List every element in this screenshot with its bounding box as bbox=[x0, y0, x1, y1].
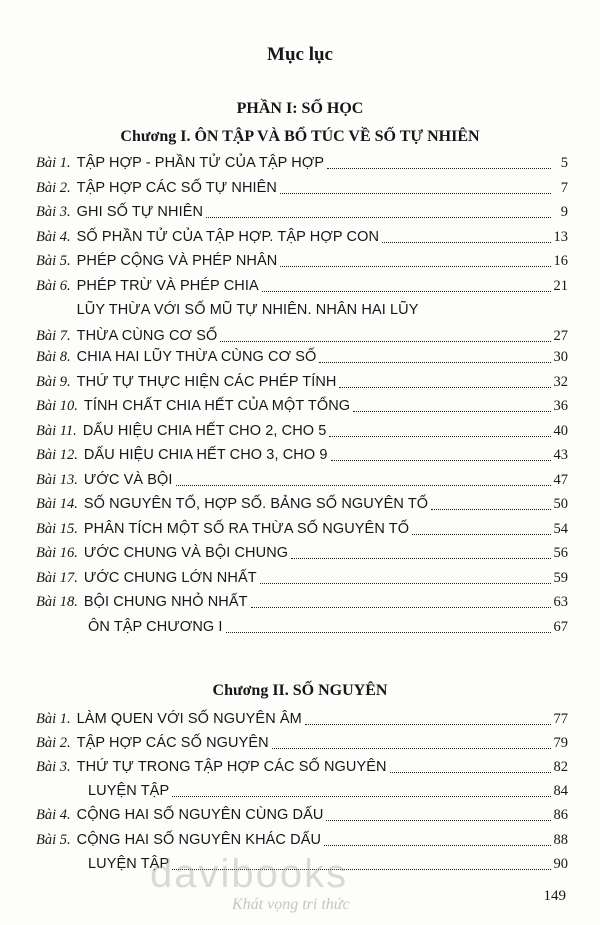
lesson-title: TẬP HỢP CÁC SỐ TỰ NHIÊN bbox=[76, 179, 277, 196]
lesson-number: Bài 3. bbox=[36, 204, 71, 220]
lesson-title: SỐ PHẦN TỬ CỦA TẬP HỢP. TẬP HỢP CON bbox=[76, 228, 380, 245]
page-ref: 32 bbox=[553, 373, 568, 390]
dot-leader bbox=[280, 266, 550, 267]
lesson-title: LUYỆN TẬP bbox=[88, 783, 170, 800]
lesson-number: Bài 6. bbox=[36, 277, 71, 294]
lesson-number: Bài 12. bbox=[36, 447, 78, 463]
page-ref: 63 bbox=[553, 594, 568, 610]
lesson-number: Bài 8. bbox=[36, 349, 71, 365]
lesson-number: Bài 4. bbox=[36, 228, 71, 245]
page-ref: 86 bbox=[553, 807, 568, 824]
page-ref: 88 bbox=[553, 831, 568, 848]
toc-entry bbox=[36, 778, 568, 804]
lesson-number: Bài 5. bbox=[36, 253, 71, 269]
dot-leader bbox=[353, 411, 550, 412]
lesson-title: TẬP HỢP CÁC SỐ NGUYÊN bbox=[76, 735, 269, 752]
lesson-number: Bài 1. bbox=[36, 711, 71, 727]
page-ref: 84 bbox=[553, 783, 568, 800]
page-ref: 50 bbox=[553, 496, 568, 512]
toc-entry bbox=[36, 516, 568, 542]
lesson-number: Bài 1. bbox=[36, 155, 71, 171]
toc-entry bbox=[36, 199, 568, 225]
chapter-1-heading: Chương I. ÔN TẬP VÀ BỔ TÚC VỀ SỐ TỰ NHIÊN bbox=[120, 128, 480, 145]
lesson-title: PHÂN TÍCH MỘT SỐ RA THỪA SỐ NGUYÊN TỐ bbox=[83, 520, 410, 537]
lesson-number: Bài 3. bbox=[36, 759, 71, 776]
lesson-number: Bài 18. bbox=[36, 594, 78, 610]
toc-entry bbox=[36, 754, 568, 780]
dot-leader bbox=[220, 341, 550, 342]
lesson-number: Bài 11. bbox=[36, 422, 77, 439]
dot-leader bbox=[382, 242, 550, 243]
lesson-number: Bài 5. bbox=[36, 831, 71, 848]
lesson-number: Bài 13. bbox=[36, 471, 78, 488]
page-ref: 5 bbox=[560, 155, 568, 171]
lesson-title: CHIA HAI LŨY THỪA CÙNG CƠ SỐ bbox=[76, 349, 317, 365]
dot-leader bbox=[324, 845, 550, 846]
toc-entry bbox=[36, 344, 568, 370]
dot-leader bbox=[431, 509, 550, 510]
toc-entry bbox=[36, 273, 568, 299]
toc-entry bbox=[36, 491, 568, 517]
lesson-title: ÔN TẬP CHƯƠNG I bbox=[88, 618, 223, 635]
lesson-title: GHI SỐ TỰ NHIÊN bbox=[76, 204, 204, 220]
dot-leader bbox=[272, 748, 551, 749]
dot-leader bbox=[339, 387, 550, 388]
chapter-2-heading: Chương II. SỐ NGUYÊN bbox=[212, 682, 388, 699]
lesson-title: CỘNG HAI SỐ NGUYÊN KHÁC DẤU bbox=[76, 831, 322, 848]
dot-leader bbox=[206, 217, 551, 218]
toc-entry bbox=[36, 706, 568, 732]
page-ref: 54 bbox=[553, 520, 568, 537]
lesson-title: TÍNH CHẤT CHIA HẾT CỦA MỘT TỔNG bbox=[83, 398, 351, 414]
lesson-number: Bài 2. bbox=[36, 179, 71, 196]
lesson-title: LUYỆN TẬP bbox=[88, 855, 170, 872]
dot-leader bbox=[251, 607, 551, 608]
dot-leader bbox=[390, 772, 551, 773]
page-ref: 77 bbox=[553, 711, 568, 727]
page-ref: 30 bbox=[553, 349, 568, 365]
page-ref: 21 bbox=[553, 277, 568, 294]
toc-entry bbox=[36, 175, 568, 201]
page-ref: 47 bbox=[553, 471, 568, 488]
toc-entry bbox=[36, 418, 568, 444]
lesson-title: THỨ TỰ TRONG TẬP HỢP CÁC SỐ NGUYÊN bbox=[76, 759, 387, 776]
lesson-title: TẬP HỢP - PHẦN TỬ CỦA TẬP HỢP bbox=[76, 155, 325, 171]
page-ref: 7 bbox=[560, 179, 568, 196]
page-title: Mục lục bbox=[267, 44, 333, 65]
toc-entry bbox=[36, 614, 568, 640]
lesson-number: Bài 10. bbox=[36, 398, 78, 414]
page-ref: 13 bbox=[553, 228, 568, 245]
toc-entry bbox=[36, 730, 568, 756]
dot-leader bbox=[262, 291, 551, 292]
lesson-number: Bài 16. bbox=[36, 545, 78, 561]
lesson-title: CỘNG HAI SỐ NGUYÊN CÙNG DẤU bbox=[76, 807, 324, 824]
lesson-number: Bài 2. bbox=[36, 735, 71, 752]
lesson-number: Bài 7. bbox=[36, 328, 71, 344]
dot-leader bbox=[226, 632, 551, 633]
toc-entry bbox=[36, 150, 568, 176]
page-ref: 56 bbox=[553, 545, 568, 561]
lesson-title: THỨ TỰ THỰC HIỆN CÁC PHÉP TÍNH bbox=[76, 373, 337, 390]
toc-entry bbox=[36, 442, 568, 468]
lesson-number: Bài 17. bbox=[36, 569, 78, 586]
dot-leader bbox=[331, 460, 551, 461]
toc-entry bbox=[36, 589, 568, 615]
dot-leader bbox=[172, 796, 550, 797]
page-ref: 59 bbox=[553, 569, 568, 586]
lesson-title: ƯỚC CHUNG LỚN NHẤT bbox=[83, 569, 257, 586]
lesson-title: PHÉP CỘNG VÀ PHÉP NHÂN bbox=[76, 253, 278, 269]
lesson-number: Bài 14. bbox=[36, 496, 78, 512]
watermark-brand: davibooks bbox=[150, 852, 349, 896]
lesson-title: LŨY THỪA VỚI SỐ MŨ TỰ NHIÊN. NHÂN HAI LŨY bbox=[76, 302, 419, 318]
page-ref: 40 bbox=[553, 422, 568, 439]
dot-leader bbox=[327, 168, 551, 169]
toc-entry bbox=[36, 369, 568, 395]
toc-entry bbox=[36, 224, 568, 250]
lesson-title: BỘI CHUNG NHỎ NHẤT bbox=[83, 594, 248, 610]
toc-entry bbox=[36, 802, 568, 828]
dot-leader bbox=[326, 820, 550, 821]
dot-leader bbox=[329, 436, 550, 437]
lesson-title: LÀM QUEN VỚI SỐ NGUYÊN ÂM bbox=[76, 711, 302, 727]
toc-entry bbox=[36, 540, 568, 566]
lesson-title: SỐ NGUYÊN TỐ, HỢP SỐ. BẢNG SỐ NGUYÊN TỐ bbox=[83, 496, 429, 512]
watermark-tagline: Khát vọng tri thức bbox=[232, 896, 350, 913]
toc-entry bbox=[36, 393, 568, 419]
toc-entry bbox=[36, 827, 568, 853]
page-ref: 67 bbox=[553, 618, 568, 635]
dot-leader bbox=[305, 724, 551, 725]
lesson-title: DẤU HIỆU CHIA HẾT CHO 2, CHO 5 bbox=[82, 422, 327, 439]
lesson-title: PHÉP TRỪ VÀ PHÉP CHIA bbox=[76, 277, 259, 294]
page-ref: 9 bbox=[560, 204, 568, 220]
lesson-title: DẤU HIỆU CHIA HẾT CHO 3, CHO 9 bbox=[83, 447, 328, 463]
page-ref: 79 bbox=[553, 735, 568, 752]
page-ref: 36 bbox=[553, 398, 568, 414]
dot-leader bbox=[280, 193, 551, 194]
lesson-title: ƯỚC CHUNG VÀ BỘI CHUNG bbox=[83, 545, 289, 561]
toc-entry bbox=[36, 467, 568, 493]
entry-body bbox=[77, 297, 568, 349]
lesson-number: Bài 4. bbox=[36, 807, 71, 824]
lesson-title: ƯỚC VÀ BỘI bbox=[83, 471, 173, 488]
part-heading: PHẦN I: SỐ HỌC bbox=[236, 100, 364, 117]
page-ref: 27 bbox=[553, 328, 568, 344]
dot-leader bbox=[291, 558, 550, 559]
page-ref: 43 bbox=[553, 447, 568, 463]
page-ref: 90 bbox=[553, 855, 568, 872]
page-ref: 16 bbox=[553, 253, 568, 269]
dot-leader bbox=[412, 534, 550, 535]
page-number: 149 bbox=[543, 888, 566, 904]
dot-leader bbox=[319, 362, 550, 363]
dot-leader bbox=[176, 485, 551, 486]
page-ref: 82 bbox=[553, 759, 568, 776]
dot-leader bbox=[260, 583, 551, 584]
toc-entry bbox=[36, 248, 568, 274]
toc-entry bbox=[36, 297, 568, 349]
lesson-title-continued: THỪA CÙNG CƠ SỐ bbox=[76, 328, 218, 344]
lesson-number: Bài 9. bbox=[36, 373, 71, 390]
toc-entry bbox=[36, 565, 568, 591]
lesson-number: Bài 15. bbox=[36, 520, 78, 537]
